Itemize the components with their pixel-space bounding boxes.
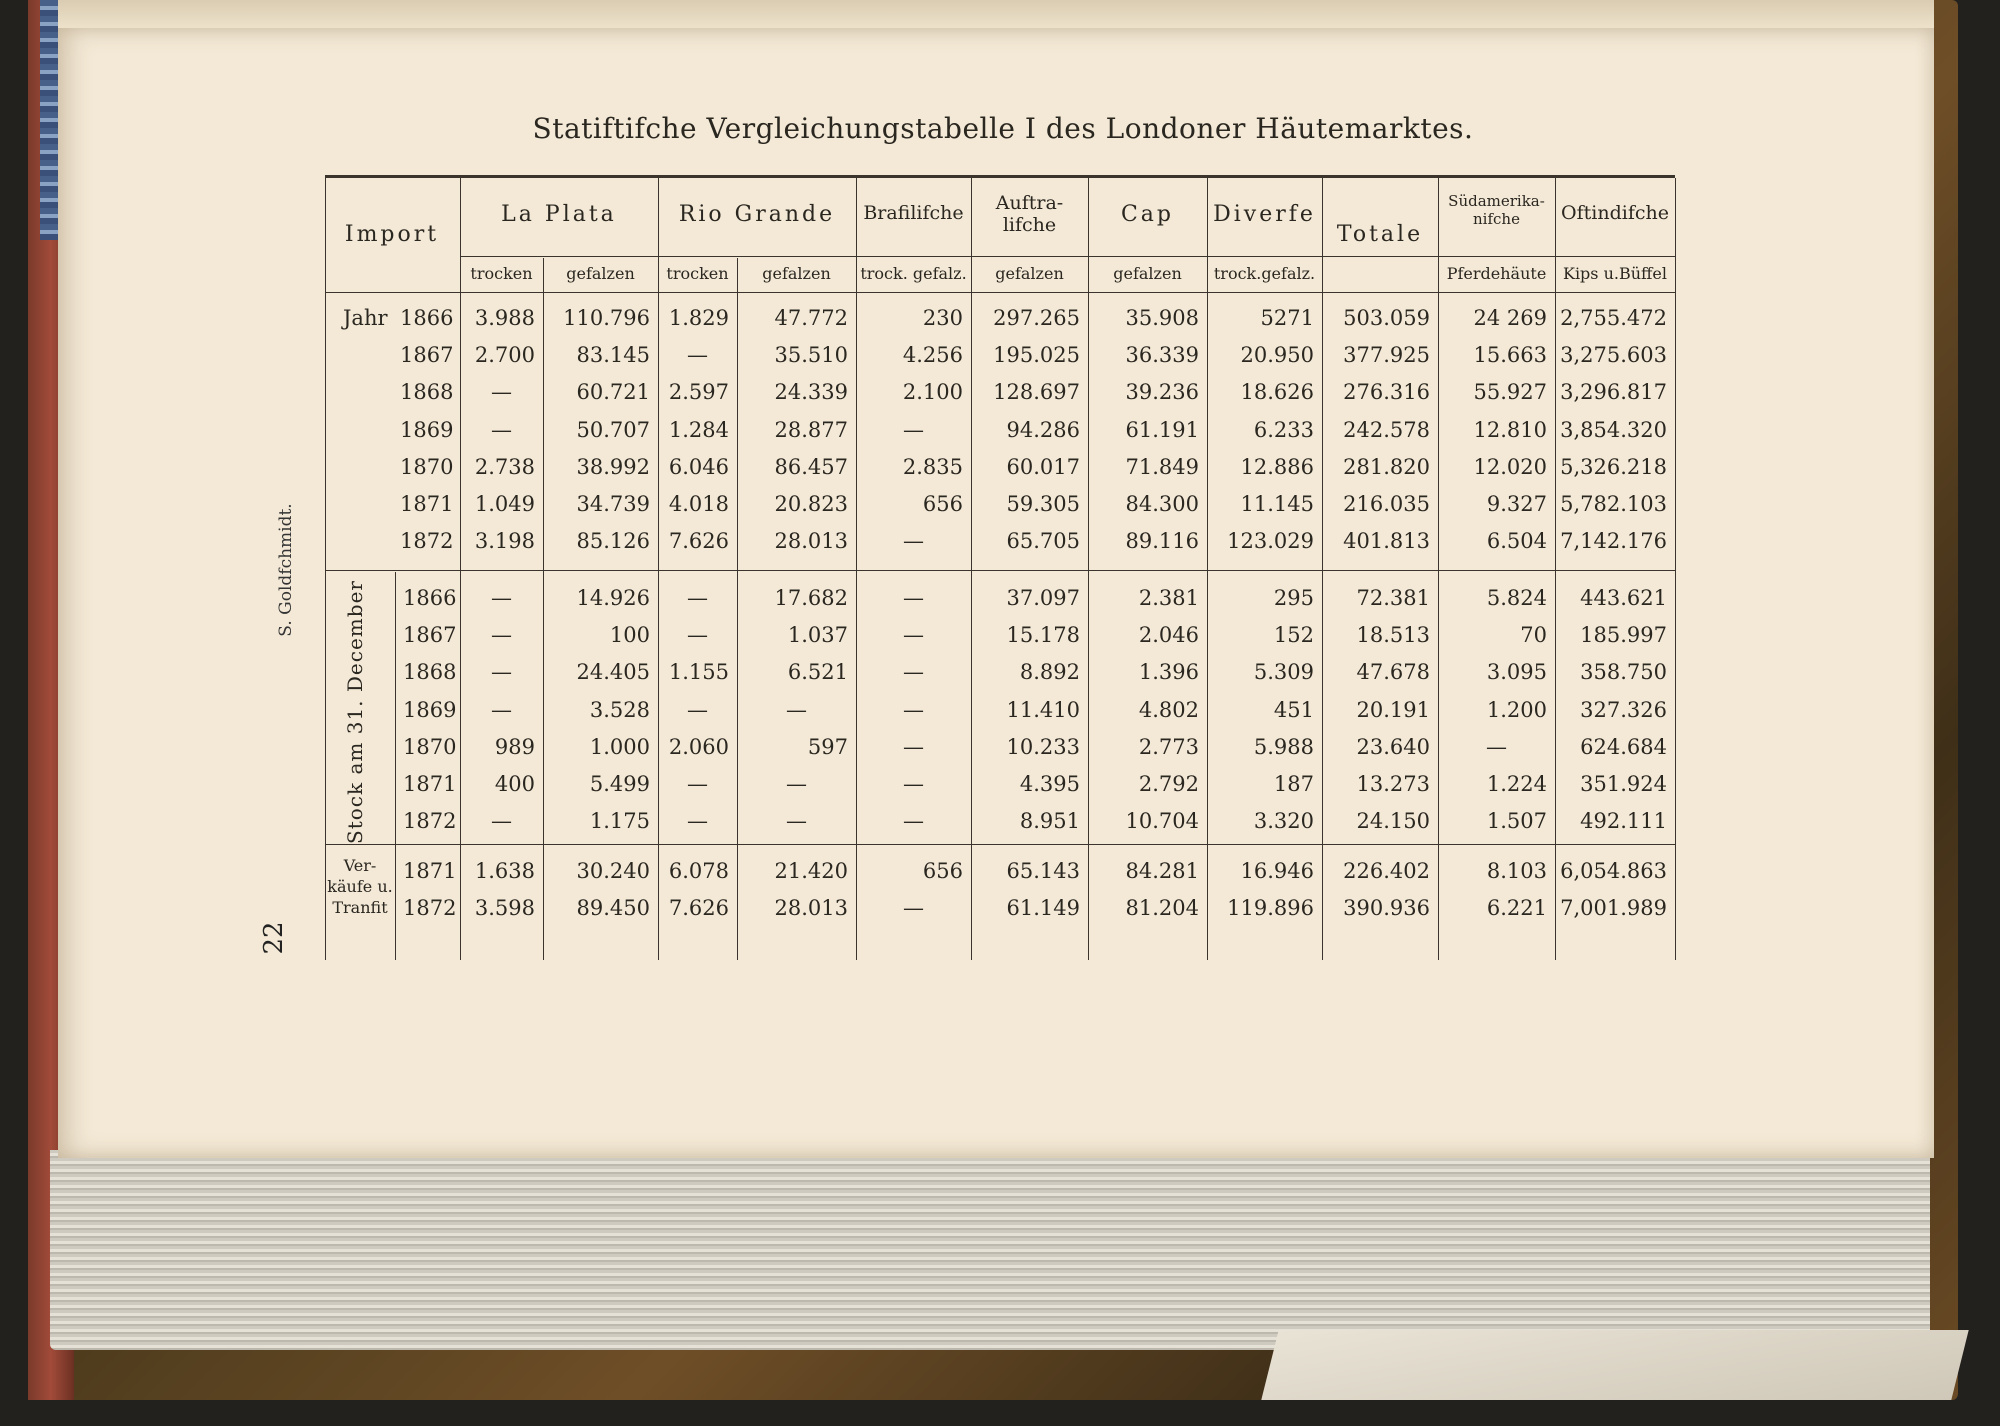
page-block-edge: [50, 1150, 1930, 1350]
table-cell: —: [491, 380, 512, 405]
table-cell: 400: [494, 772, 535, 796]
header-sub-1-1: gefalzen: [762, 264, 831, 283]
table-cell: 281.820: [1343, 454, 1430, 479]
table-cell: 1.000: [589, 734, 650, 759]
header-sub-3-0: gefalzen: [995, 264, 1064, 283]
table-cell: 6.046: [668, 454, 729, 479]
table-cell: 21.420: [774, 859, 848, 883]
table-cell: 2.100: [902, 380, 963, 405]
table-cell: 1.507: [1486, 809, 1547, 834]
column-rule: [1675, 178, 1676, 960]
table-cell: 8.951: [1019, 809, 1080, 834]
table-cell: 6.221: [1486, 896, 1547, 921]
table-cell: —: [687, 586, 708, 610]
table-cell: 59.305: [1006, 492, 1080, 516]
table-cell: 226.402: [1343, 859, 1430, 883]
year-label: 1871: [400, 492, 454, 516]
column-rule: [658, 178, 659, 960]
table-cell: —: [491, 417, 512, 442]
year-label: 1870: [400, 454, 454, 479]
table-cell: 123.029: [1227, 529, 1314, 554]
column-rule: [460, 178, 461, 960]
table-cell: 3.598: [474, 896, 535, 921]
table-cell: 60.721: [576, 380, 650, 405]
column-rule: [856, 178, 857, 960]
year-label: 1872: [403, 809, 457, 834]
table-cell: 1.049: [474, 492, 535, 516]
table-cell: 656: [922, 859, 963, 883]
table-cell: 81.204: [1125, 896, 1199, 921]
table-cell: 390.936: [1343, 896, 1430, 921]
table-cell: 71.849: [1125, 454, 1199, 479]
table-cell: 15.663: [1473, 343, 1547, 368]
table-cell: 6.078: [668, 859, 729, 883]
header-group-7: Südamerika- nifche: [1448, 192, 1545, 228]
table-cell: 2.792: [1138, 772, 1199, 796]
table-cell: 1.200: [1486, 697, 1547, 722]
table-cell: —: [687, 772, 708, 796]
table-cell: 28.877: [774, 417, 848, 442]
year-label: 1867: [400, 343, 454, 368]
table-cell: 65.143: [1006, 859, 1080, 883]
table-cell: 12.020: [1473, 454, 1547, 479]
header-group-6: Totale: [1336, 222, 1424, 247]
table-cell: 16.946: [1240, 859, 1314, 883]
column-rule: [971, 178, 972, 960]
table-cell: 35.510: [774, 343, 848, 368]
table-cell: 6,054.863: [1560, 859, 1667, 883]
table-cell: 2.060: [668, 734, 729, 759]
table-cell: —: [687, 809, 708, 834]
table-cell: 84.281: [1125, 859, 1199, 883]
table-cell: 3.095: [1486, 660, 1547, 685]
year-label: 1866: [403, 586, 457, 610]
table-cell: 10.233: [1006, 734, 1080, 759]
table-cell: 128.697: [993, 380, 1080, 405]
table-cell: 401.813: [1343, 529, 1430, 554]
table-cell: 451: [1273, 697, 1314, 722]
table-cell: 242.578: [1343, 417, 1430, 442]
year-label: 1869: [403, 697, 457, 722]
table-cell: 5.988: [1253, 734, 1314, 759]
table-cell: 989: [494, 734, 535, 759]
column-rule: [1322, 178, 1323, 960]
table-cell: —: [1486, 734, 1507, 759]
table-cell: 8.892: [1019, 660, 1080, 685]
table-cell: 5,326.218: [1560, 454, 1667, 479]
table-cell: 1.155: [668, 660, 729, 685]
table-cell: —: [786, 697, 807, 722]
table-cell: 36.339: [1125, 343, 1199, 368]
table-cell: 3.320: [1253, 809, 1314, 834]
section-label: Ver- käufe u. Tranfit: [327, 856, 393, 917]
table-cell: 18.513: [1356, 623, 1430, 648]
table-cell: 65.705: [1006, 529, 1080, 554]
table-cell: —: [903, 417, 924, 442]
table-cell: 1.037: [787, 623, 848, 648]
header-sub-1-0: trocken: [666, 264, 729, 283]
table-cell: 50.707: [576, 417, 650, 442]
table-cell: 5271: [1260, 306, 1314, 330]
header-sub-4-0: gefalzen: [1113, 264, 1182, 283]
header-sub-2-0: trock. gefalz.: [860, 264, 967, 283]
table-cell: 297.265: [993, 306, 1080, 330]
table-cell: 4.395: [1019, 772, 1080, 796]
table-cell: 11.145: [1240, 492, 1314, 516]
table-cell: 60.017: [1006, 454, 1080, 479]
table-cell: 2,755.472: [1560, 306, 1667, 330]
column-rule: [1438, 178, 1439, 960]
header-group-1: Rio Grande: [678, 202, 836, 227]
table-cell: 1.829: [668, 306, 729, 330]
table-cell: —: [903, 734, 924, 759]
row-rule: [325, 844, 1675, 845]
section-label: Jahr: [343, 306, 388, 330]
table-cell: —: [687, 343, 708, 368]
table-cell: 119.896: [1227, 896, 1314, 921]
table-cell: 89.450: [576, 896, 650, 921]
table-cell: 4.256: [902, 343, 963, 368]
header-sub-0-1: gefalzen: [566, 264, 635, 283]
table-cell: 1.224: [1486, 772, 1547, 796]
year-label: 1869: [400, 417, 454, 442]
table-cell: 377.925: [1343, 343, 1430, 368]
table-cell: 3.988: [474, 306, 535, 330]
table-cell: 24 269: [1473, 306, 1547, 330]
header-group-8: Oftindifche: [1561, 202, 1669, 224]
table-cell: 7.626: [668, 896, 729, 921]
table-cell: 18.626: [1240, 380, 1314, 405]
row-rule: [325, 175, 1675, 178]
table-cell: 20.823: [774, 492, 848, 516]
table-cell: —: [903, 623, 924, 648]
table-cell: 4.802: [1138, 697, 1199, 722]
table-cell: 327.326: [1580, 697, 1667, 722]
table-cell: 12.886: [1240, 454, 1314, 479]
table-cell: —: [491, 586, 512, 610]
header-import: Import: [344, 222, 440, 247]
page-title: Statiftifche Vergleichungstabelle I des Londoner Häutemarktes.: [532, 112, 1474, 145]
table-cell: —: [903, 809, 924, 834]
table-cell: 100: [609, 623, 650, 648]
table-cell: —: [687, 697, 708, 722]
table-cell: 35.908: [1125, 306, 1199, 330]
table-cell: 3,854.320: [1560, 417, 1667, 442]
table-cell: —: [491, 809, 512, 834]
table-cell: —: [903, 772, 924, 796]
running-head: S. Goldfchmidt.: [276, 503, 296, 637]
table-cell: 86.457: [774, 454, 848, 479]
table-cell: 597: [807, 734, 848, 759]
table-cell: —: [687, 623, 708, 648]
table-cell: 61.149: [1006, 896, 1080, 921]
year-label: 1867: [403, 623, 457, 648]
table-cell: 28.013: [774, 529, 848, 554]
table-cell: —: [786, 772, 807, 796]
table-cell: 2.046: [1138, 623, 1199, 648]
table-cell: 3,296.817: [1560, 380, 1667, 405]
header-group-3: Auftra- lifche: [995, 192, 1064, 236]
table-cell: 1.396: [1138, 660, 1199, 685]
table-cell: 2.738: [474, 454, 535, 479]
table-cell: 1.175: [589, 809, 650, 834]
table-cell: 8.103: [1486, 859, 1547, 883]
table-cell: 55.927: [1473, 380, 1547, 405]
table-cell: —: [491, 660, 512, 685]
table-cell: 89.116: [1125, 529, 1199, 554]
table-cell: 7.626: [668, 529, 729, 554]
year-label: 1872: [400, 529, 454, 554]
table-cell: 1.284: [668, 417, 729, 442]
table-cell: 187: [1273, 772, 1314, 796]
page-number: 22: [259, 921, 289, 955]
table-cell: 6.521: [787, 660, 848, 685]
table-cell: 28.013: [774, 896, 848, 921]
table-cell: 5.499: [589, 772, 650, 796]
table-cell: 5,782.103: [1560, 492, 1667, 516]
table-cell: 2.773: [1138, 734, 1199, 759]
table-cell: 110.796: [563, 306, 650, 330]
row-rule: [325, 570, 1675, 571]
year-label: 1871: [403, 859, 457, 883]
table-cell: 5.309: [1253, 660, 1314, 685]
table-cell: 295: [1273, 586, 1314, 610]
table-cell: 358.750: [1580, 660, 1667, 685]
header-group-0: La Plata: [501, 202, 617, 227]
table-cell: 30.240: [576, 859, 650, 883]
table-cell: 23.640: [1356, 734, 1430, 759]
column-rule: [1088, 178, 1089, 960]
table-cell: 15.178: [1006, 623, 1080, 648]
column-rule: [1207, 178, 1208, 960]
year-label: 1872: [403, 896, 457, 921]
table-cell: —: [786, 809, 807, 834]
table-cell: 5.824: [1486, 586, 1547, 610]
table-cell: 230: [922, 306, 963, 330]
table-cell: 443.621: [1580, 586, 1667, 610]
column-rule: [325, 178, 326, 960]
table-cell: 38.992: [576, 454, 650, 479]
table-cell: 185.997: [1580, 623, 1667, 648]
row-rule: [325, 292, 1675, 293]
header-group-5: Diverfe: [1213, 202, 1316, 227]
year-label: 1870: [403, 734, 457, 759]
table-cell: 624.684: [1580, 734, 1667, 759]
table-cell: 13.273: [1356, 772, 1430, 796]
table-cell: 47.678: [1356, 660, 1430, 685]
table-cell: —: [491, 697, 512, 722]
table-cell: 11.410: [1006, 697, 1080, 722]
table-cell: 2.381: [1138, 586, 1199, 610]
table-cell: 2.597: [668, 380, 729, 405]
table-cell: 3.198: [474, 529, 535, 554]
section-label: Stock am 31. December: [343, 580, 367, 844]
column-rule: [1555, 178, 1556, 960]
table-cell: 3.528: [589, 697, 650, 722]
table-cell: 70: [1520, 623, 1547, 648]
table-cell: 7,142.176: [1560, 529, 1667, 554]
table-cell: 37.097: [1006, 586, 1080, 610]
table-cell: —: [903, 896, 924, 921]
header-sub-0-0: trocken: [470, 264, 533, 283]
table-cell: 656: [922, 492, 963, 516]
table-cell: 351.924: [1580, 772, 1667, 796]
table-cell: 83.145: [576, 343, 650, 368]
table-cell: 17.682: [774, 586, 848, 610]
table-cell: —: [903, 660, 924, 685]
table-cell: 20.191: [1356, 697, 1430, 722]
table-cell: 39.236: [1125, 380, 1199, 405]
table-cell: —: [903, 529, 924, 554]
table-cell: 6.233: [1253, 417, 1314, 442]
table-cell: 12.810: [1473, 417, 1547, 442]
row-rule: [460, 256, 1675, 257]
header-sub-7-0: Pferdehäute: [1446, 264, 1547, 283]
year-label: 1871: [403, 772, 457, 796]
facing-page-edge: [58, 0, 1934, 30]
table-cell: 84.300: [1125, 492, 1199, 516]
header-group-4: Cap: [1120, 202, 1175, 227]
table-cell: 152: [1273, 623, 1314, 648]
header-sub-5-0: trock.gefalz.: [1213, 264, 1316, 283]
table-cell: 2.700: [474, 343, 535, 368]
table-cell: 10.704: [1125, 809, 1199, 834]
table-cell: 61.191: [1125, 417, 1199, 442]
table-cell: 7,001.989: [1560, 896, 1667, 921]
table-cell: 6.504: [1486, 529, 1547, 554]
table-cell: 24.339: [774, 380, 848, 405]
header-sub-8-0: Kips u.Büffel: [1562, 264, 1667, 283]
table-cell: 34.739: [576, 492, 650, 516]
table-cell: 2.835: [902, 454, 963, 479]
table-cell: 503.059: [1343, 306, 1430, 330]
header-group-2: Brafilifche: [863, 202, 964, 224]
table-cell: 216.035: [1343, 492, 1430, 516]
table-cell: 492.111: [1580, 809, 1667, 834]
table-cell: 47.772: [774, 306, 848, 330]
folded-page-corner: [1261, 1330, 1968, 1400]
table-cell: —: [903, 697, 924, 722]
table-cell: 3,275.603: [1560, 343, 1667, 368]
table-cell: 20.950: [1240, 343, 1314, 368]
table-cell: 94.286: [1006, 417, 1080, 442]
table-cell: 24.405: [576, 660, 650, 685]
table-cell: 1.638: [474, 859, 535, 883]
table-cell: 276.316: [1343, 380, 1430, 405]
table-cell: —: [903, 586, 924, 610]
year-label: 1868: [400, 380, 454, 405]
table-cell: 85.126: [576, 529, 650, 554]
table-cell: 24.150: [1356, 809, 1430, 834]
year-label: 1868: [403, 660, 457, 685]
year-label: 1866: [400, 306, 454, 330]
table-cell: —: [491, 623, 512, 648]
table-cell: 4.018: [668, 492, 729, 516]
column-rule: [395, 572, 396, 960]
table-cell: 14.926: [576, 586, 650, 610]
table-cell: 72.381: [1356, 586, 1430, 610]
table-cell: 195.025: [993, 343, 1080, 368]
table-cell: 9.327: [1486, 492, 1547, 516]
